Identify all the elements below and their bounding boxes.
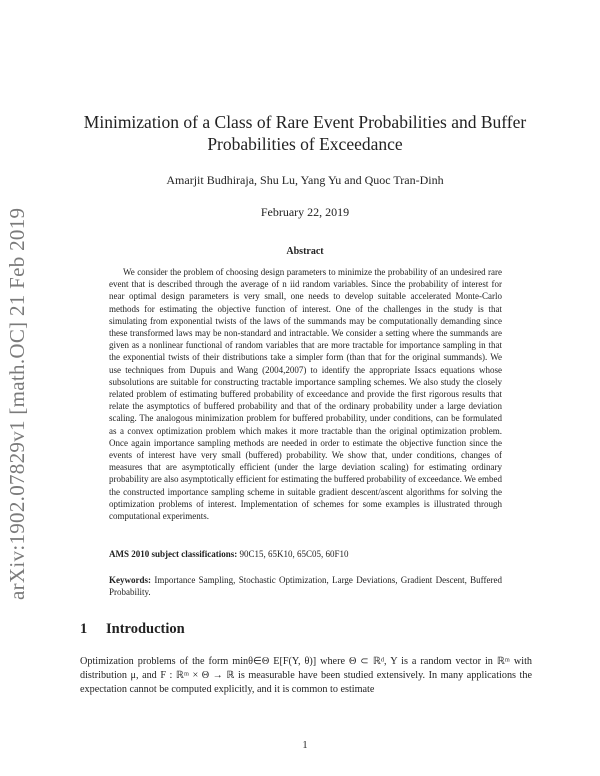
intro-paragraph: Optimization problems of the form minθ∈Θ E[F(Y, θ)] where Θ ⊂ ℝᵈ, Y is a random vector in ℝᵐ with distribution μ, and F : ℝᵐ × Θ → ℝ is measurable have been studied extensively. In many applications the expectation cannot be computed explicitly, and it is common to estimate [80,656,532,696]
abstract-heading: Abstract [286,246,324,257]
keywords-label: Keywords: [109,575,151,585]
arxiv-stamp: arXiv:1902.07829v1 [math.OC] 21 Feb 2019 [5,207,29,600]
abstract-text: We consider the problem of choosing design parameters to minimize the probability of an undesired rare event that is described through the average of n iid random variables. Since the probability of interest for near optimal design parameters is very small, one needs to develop suitable accelerated Monte-Carlo methods for estimating the objective function of interest. One of the challenges in the study is that simulating from exponential twists of the laws of the summands may be computationally demanding since these transformed laws may be non-standard and intractable. We consider a setting where the summands are given as a nonlinear functional of random variables that are more tractable for importance sampling in that the exponential twists of their distributions take a simpler form (than that for the original summands). We use techniques from Dupuis and Wang (2004,2007) to identify the appropriate Issacs equations whose subsolutions are suitable for constructing tractable importance sampling schemes. We also study the closely related problem of estimating buffered probability of exceedance and provide the first rigorous results that relate the asymptotics of buffered probability and that of the ordinary probability under a large deviation scaling. The analogous minimization problem for buffered probability, under conditions, can be formulated as a convex optimization problem which makes it more tractable than the original optimization problem. Once again importance sampling methods are needed in order to estimate the objective function since the events of interest have very small (buffered) probability. We show that, under conditions, changes of measures that are asymptotically efficient (under the large deviation scaling) for estimating ordinary probability are also asymptotically efficient for estimating the buffered probability of exceedance. We embed the constructed importance sampling scheme in suitable gradient descent/ascent algorithms for solving the optimization problems of interest. Implementation of schemes for some examples is illustrated through computational experiments. [109,267,502,522]
subject-classifications [109,549,502,559]
authors: Amarjit Budhiraja, Shu Lu, Yang Yu and Quoc Tran-Dinh [166,173,444,187]
paper-title [70,111,540,155]
section-number: 1 [80,621,88,637]
title-line-1: Minimization of a Class of Rare Event Probabilities and Buffer [83,112,527,132]
date: February 22, 2019 [260,205,350,219]
msc-label: AMS 2010 subject classifications: [109,549,238,559]
page-number: 1 [302,740,308,751]
title-line-2: Probabilities of Exceedance [207,134,403,154]
keywords [109,574,502,599]
section-title: Introduction [106,621,185,637]
section-heading [80,621,540,638]
keywords-value: Importance Sampling, Stochastic Optimization, Large Deviations, Gradient Descent, Buffered Probability. [109,575,502,598]
msc-value: 90C15, 65K10, 65C05, 60F10 [239,549,349,559]
